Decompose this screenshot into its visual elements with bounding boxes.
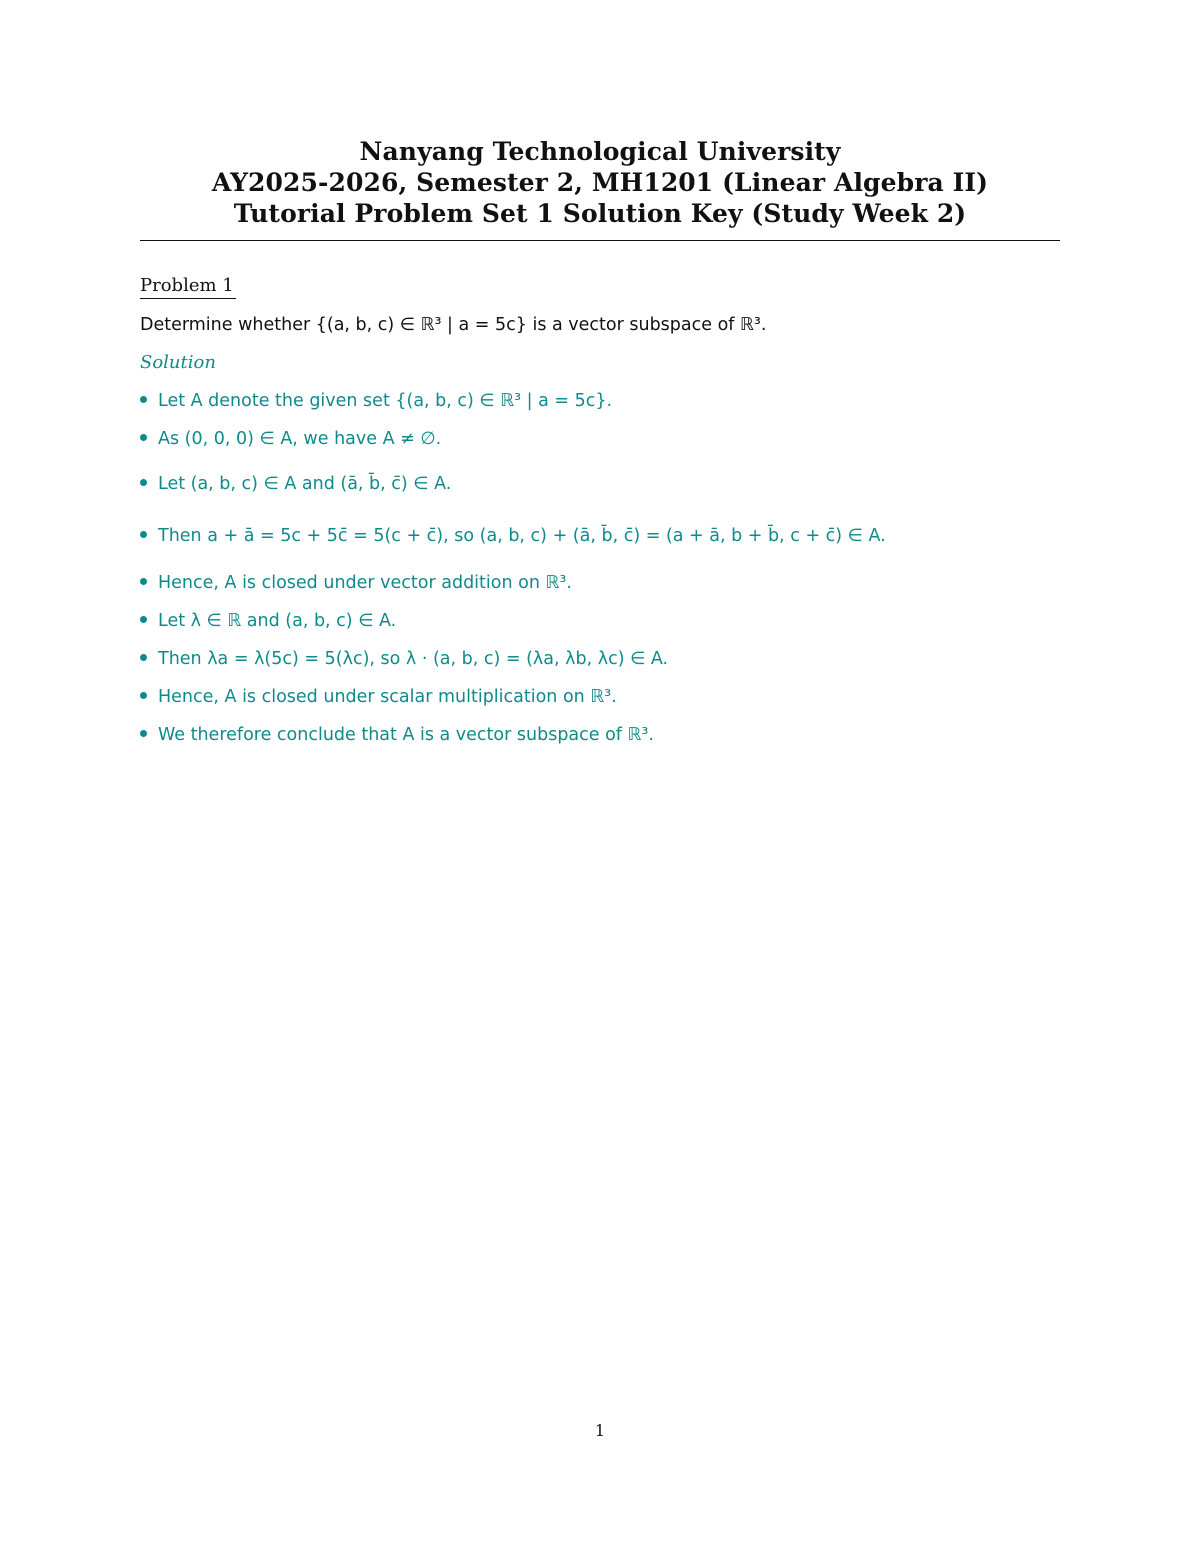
solution-bullet-text: Hence, A is closed under scalar multiplication on ℝ³. — [158, 687, 617, 707]
solution-bullet — [140, 722, 654, 748]
bullet-dot-icon — [140, 479, 147, 486]
bullet-dot-icon — [140, 531, 147, 538]
solution-bullet-text: Then a + ā = 5c + 5c̄ = 5(c + c̄), so (a, b, c) + (ā, b̄, c̄) = (a + ā, b + b̄, c + c̄) ∈ A. — [158, 526, 886, 546]
solution-bullet-text: Let (a, b, c) ∈ A and (ā, b̄, c̄) ∈ A. — [158, 474, 452, 494]
solution-bullet — [140, 608, 396, 634]
solution-bullet-text: Hence, A is closed under vector addition on ℝ³. — [158, 573, 572, 593]
bullet-dot-icon — [140, 692, 147, 699]
solution-bullet — [140, 684, 617, 710]
bullet-dot-icon — [140, 434, 147, 441]
bullet-dot-icon — [140, 654, 147, 661]
solution-heading: Solution — [140, 352, 216, 373]
solution-bullet-text: Let λ ∈ ℝ and (a, b, c) ∈ A. — [158, 611, 397, 631]
solution-bullet — [140, 570, 572, 596]
bullet-dot-icon — [140, 396, 147, 403]
page-number: 1 — [594, 1421, 606, 1440]
solution-bullet — [140, 523, 886, 549]
solution-bullet — [140, 388, 612, 414]
bullet-dot-icon — [140, 616, 147, 623]
solution-bullet — [140, 426, 441, 452]
header-university: Nanyang Technological University — [359, 137, 841, 166]
bullet-dot-icon — [140, 730, 147, 737]
header-title: Tutorial Problem Set 1 Solution Key (Study Week 2) — [233, 199, 967, 228]
solution-bullet — [140, 471, 451, 497]
solution-bullet-text: Then λa = λ(5c) = 5(λc), so λ · (a, b, c) = (λa, λb, λc) ∈ A. — [158, 649, 669, 669]
solution-bullet-text: We therefore conclude that A is a vector subspace of ℝ³. — [158, 725, 654, 745]
document-header — [140, 136, 1060, 229]
bullet-dot-icon — [140, 578, 147, 585]
problem-statement: Determine whether {(a, b, c) ∈ ℝ³ | a = 5c} is a vector subspace of ℝ³. — [140, 315, 767, 335]
solution-bullet-text: Let A denote the given set {(a, b, c) ∈ ℝ³ | a = 5c}. — [158, 391, 613, 411]
problem-heading: Problem 1 — [140, 274, 236, 299]
solution-bullet — [140, 646, 668, 672]
header-divider — [140, 240, 1060, 241]
header-course: AY2025-2026, Semester 2, MH1201 (Linear Algebra II) — [211, 168, 989, 197]
solution-bullet-text: As (0, 0, 0) ∈ A, we have A ≠ ∅. — [158, 429, 442, 449]
